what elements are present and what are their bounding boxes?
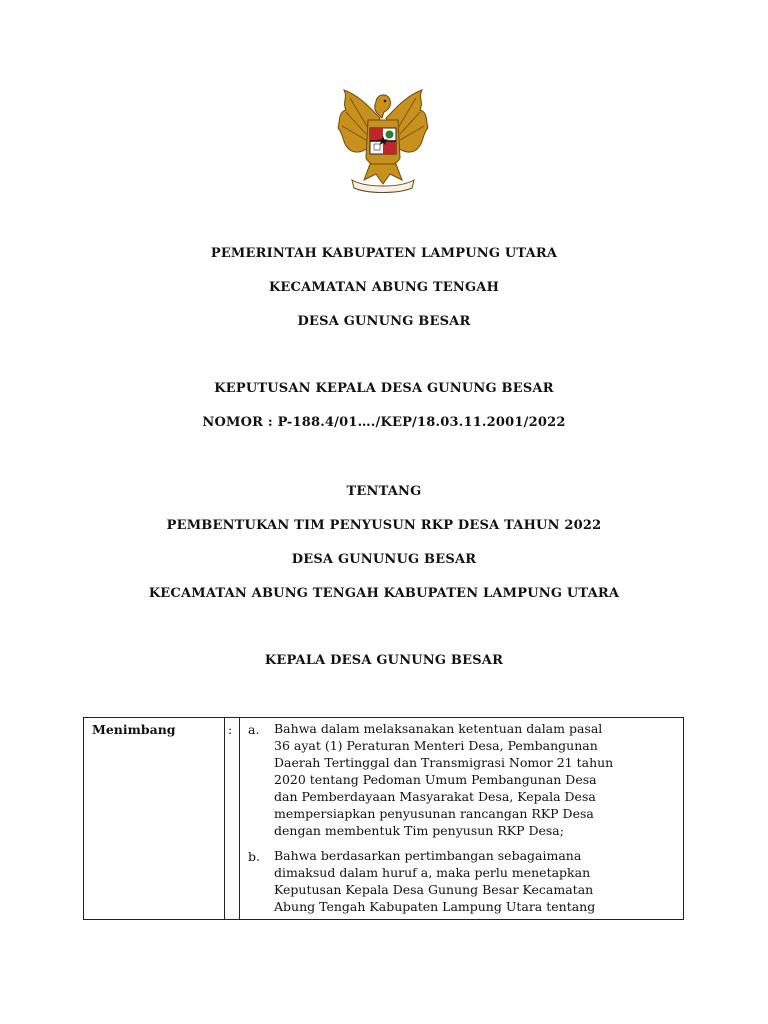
government-title: PEMERINTAH KABUPATEN LAMPUNG UTARA (210, 246, 558, 261)
item-a-line: dengan membentuk Tim penyusun RKP Desa; (274, 823, 564, 838)
item-a-line: 36 ayat (1) Peraturan Menteri Desa, Pembangunan (274, 738, 598, 753)
subject-line-2: DESA GUNUNUG BESAR (291, 552, 477, 567)
item-b-line: dimaksud dalam huruf a, maka perlu menetapkan (274, 865, 591, 880)
considering-label: Menimbang (92, 722, 176, 737)
item-a-line: mempersiapkan penyusunan rancangan RKP Desa (274, 806, 594, 821)
item-letter-a: a. (248, 722, 260, 737)
item-letter-b: b. (248, 849, 260, 864)
village-title: DESA GUNUNG BESAR (297, 314, 471, 329)
item-b-line: Bahwa berdasarkan pertimbangan sebagaimana (274, 848, 582, 863)
subject-line-1: PEMBENTUKAN TIM PENYUSUN RKP DESA TAHUN 2022 (166, 518, 602, 533)
item-a-line: Daerah Tertinggal dan Transmigrasi Nomor 21 tahun (274, 755, 614, 770)
considering-colon: : (228, 722, 233, 737)
item-a-line: dan Pemberdayaan Masyarakat Desa, Kepala Desa (274, 789, 596, 804)
about-label: TENTANG (346, 484, 422, 499)
district-title: KECAMATAN ABUNG TENGAH (268, 280, 500, 295)
item-a-line: 2020 tentang Pedoman Umum Pembangunan Desa (274, 772, 597, 787)
table-divider (224, 718, 225, 919)
considering-table (83, 717, 684, 920)
decree-number: NOMOR : P-188.4/01…./KEP/18.03.11.2001/2022 (202, 415, 566, 430)
item-a-line: Bahwa dalam melaksanakan ketentuan dalam pasal (274, 721, 603, 736)
subject-line-3: KECAMATAN ABUNG TENGAH KABUPATEN LAMPUNG UTARA (148, 586, 620, 601)
decree-title: KEPUTUSAN KEPALA DESA GUNUNG BESAR (214, 381, 554, 396)
issuer-title: KEPALA DESA GUNUNG BESAR (264, 653, 504, 668)
table-divider (239, 718, 240, 919)
item-b-line: Keputusan Kepala Desa Gunung Besar Kecamatan (274, 882, 594, 897)
garuda-emblem-icon (330, 88, 436, 198)
item-b-line: Abung Tengah Kabupaten Lampung Utara tentang (274, 899, 596, 914)
